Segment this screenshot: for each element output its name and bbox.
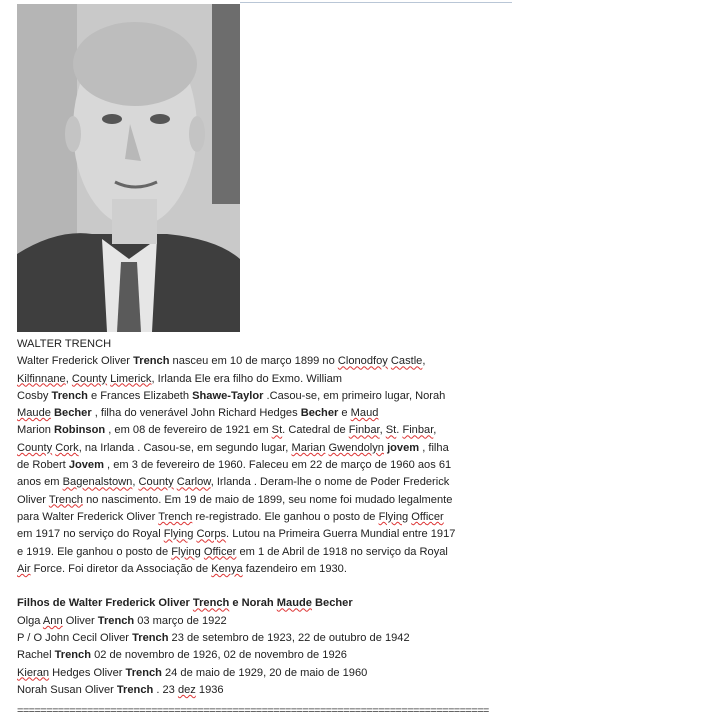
text-segment: Trench [133, 355, 170, 368]
heading-segment: Trench [192, 597, 230, 610]
text-segment: , em 08 de fevereiro de 1921 em [105, 424, 272, 437]
text-segment: , filha do venerável John Richard Hedges [91, 407, 301, 420]
text-segment: Trench [54, 649, 91, 662]
bio-line [17, 492, 512, 509]
text-segment: fazendeiro em 1930. [242, 562, 347, 575]
text-segment: Marion [17, 424, 54, 437]
text-segment: nasceu em 10 de março 1899 no [169, 355, 338, 368]
text-segment: 1936 [195, 683, 224, 696]
text-segment: Maude [17, 407, 51, 420]
text-segment: Trench [132, 632, 169, 645]
text-segment: Walter Frederick Oliver [17, 355, 134, 368]
text-segment: . [396, 424, 403, 437]
text-segment: e 1919. Ele ganhou o posto de [17, 545, 172, 558]
text-segment: Kilfinnane [17, 372, 66, 385]
text-segment: Shawe-Taylor [192, 389, 264, 402]
text-segment: Kieran [17, 666, 50, 679]
text-segment: jovem [387, 441, 420, 454]
bio-line [17, 544, 512, 561]
text-segment: , em 3 de fevereiro de 1960. Faleceu em 22 de março de 1960 aos 61 [103, 459, 452, 472]
text-segment: anos em [17, 476, 63, 489]
portrait-photo [17, 4, 240, 332]
text-segment: dez [177, 683, 196, 696]
bio-line [17, 457, 512, 474]
text-segment: . 23 [153, 683, 178, 696]
text-segment: , na Irlanda . Casou-se, em segundo lugar, [78, 441, 292, 454]
text-segment: Finbar [402, 424, 434, 437]
text-segment: St [271, 424, 283, 437]
heading-segment: Becher [315, 597, 353, 610]
text-segment: P / O John Cecil Oliver [17, 632, 133, 645]
text-segment: Bagenalstown [62, 476, 133, 489]
child-entry [17, 665, 512, 682]
heading-segment: e [229, 597, 242, 610]
text-segment: Corps [196, 528, 227, 541]
child-entry [17, 613, 512, 630]
bio-line [17, 509, 512, 526]
bio-line [17, 353, 512, 370]
text-segment: de Robert [17, 459, 69, 472]
text-segment: , Irlanda . Deram-lhe o nome de Poder Frederick [210, 476, 450, 489]
text-segment: 24 de maio de 1929, 20 de maio de 1960 [161, 666, 368, 679]
text-segment: . Lutou na Primeira Guerra Mundial entre 1917 [226, 528, 456, 541]
heading-segment: Norah [241, 597, 277, 610]
text-segment: Force. Foi diretor da Associação de [30, 562, 212, 575]
bio-line [17, 371, 512, 388]
biography-paragraph [17, 353, 512, 578]
text-segment: St [385, 424, 397, 437]
text-segment: Norah Susan Oliver [17, 683, 117, 696]
text-segment: County [138, 476, 174, 489]
text-segment: Trench [97, 614, 135, 627]
text-segment: Robinson [54, 424, 106, 437]
text-segment: Ann [42, 614, 63, 627]
text-segment: Oliver [62, 614, 98, 627]
text-segment: no nascimento. Em 19 de maio de 1899, seu nome foi mudado legalmente [82, 493, 453, 506]
text-segment: Rachel [17, 649, 55, 662]
text-segment: , [422, 355, 426, 368]
text-segment: Trench [51, 389, 88, 402]
text-segment: e [338, 407, 351, 420]
text-segment: Air [17, 562, 31, 575]
text-segment: , [433, 424, 437, 437]
text-segment: Finbar [348, 424, 380, 437]
text-segment: , Irlanda Ele era filho do Exmo. William [151, 372, 342, 385]
child-entry [17, 647, 512, 664]
spacer [17, 578, 512, 595]
text-segment: 03 março de 1922 [134, 614, 227, 627]
text-segment: Marian [291, 441, 326, 454]
text-segment: 23 de setembro de 1923, 22 de outubro de 1942 [168, 632, 410, 645]
text-segment: Flying [171, 545, 201, 558]
text-segment: Becher [300, 407, 339, 420]
text-segment: Gwendolyn [328, 441, 384, 454]
child-entry [17, 630, 512, 647]
bio-line [17, 388, 512, 405]
children-list [17, 613, 512, 699]
text-segment: Jovem [68, 459, 104, 472]
top-rule [240, 2, 512, 3]
text-segment: Olga [17, 614, 43, 627]
text-segment: Oliver [17, 493, 49, 506]
text-segment: , [65, 372, 72, 385]
text-segment: Flying [163, 528, 194, 541]
text-segment: Kenya [211, 562, 243, 575]
children-heading [17, 595, 512, 612]
text-segment: em 1 de Abril de 1918 no serviço da Royal [236, 545, 448, 558]
text-segment: Flying [378, 510, 409, 523]
separator-line: ================================================================================= [17, 705, 489, 717]
heading-segment: Filhos de Walter Frederick Oliver [17, 597, 193, 610]
child-entry [17, 682, 512, 699]
text-segment: Carlow [176, 476, 211, 489]
text-segment: Trench [125, 666, 162, 679]
text-segment: , filha [419, 441, 449, 454]
text-segment: Trench [158, 510, 193, 523]
bio-line [17, 405, 512, 422]
text-segment: Cork [55, 441, 79, 454]
text-segment: em 1917 no serviço do Royal [17, 528, 164, 541]
text-segment: Castle [390, 355, 423, 368]
text-segment: Trench [48, 493, 83, 506]
text-segment: Cosby [17, 389, 52, 402]
text-segment: 02 de novembro de 1926, 02 de novembro de 1926 [91, 649, 347, 662]
text-segment: Officer [203, 545, 237, 558]
person-heading: WALTER TRENCH [17, 338, 112, 350]
bio-line [17, 422, 512, 439]
text-segment: re-registrado. Ele ganhou o posto de [192, 510, 379, 523]
text-segment: Clonodfoy [337, 355, 388, 368]
text-segment: .Casou-se, em primeiro lugar, Norah [263, 389, 446, 402]
text-segment: Becher [54, 407, 92, 420]
biography-text [17, 336, 512, 699]
text-segment: para Walter Frederick Oliver [17, 510, 159, 523]
text-segment: County [71, 372, 108, 385]
text-segment: County [17, 441, 53, 454]
bio-line [17, 561, 512, 578]
bio-line [17, 474, 512, 491]
text-segment: Trench [116, 683, 154, 696]
text-segment: , [379, 424, 386, 437]
heading-segment: Maude [276, 597, 312, 610]
text-segment: Limerick [110, 372, 152, 385]
text-segment: e Frances Elizabeth [87, 389, 193, 402]
bio-line [17, 526, 512, 543]
text-segment: , [132, 476, 139, 489]
text-segment: . Catedral de [282, 424, 349, 437]
text-segment: Maud [350, 407, 379, 420]
text-segment: Officer [411, 510, 444, 523]
text-segment: Hedges Oliver [49, 666, 126, 679]
bio-line [17, 440, 512, 457]
